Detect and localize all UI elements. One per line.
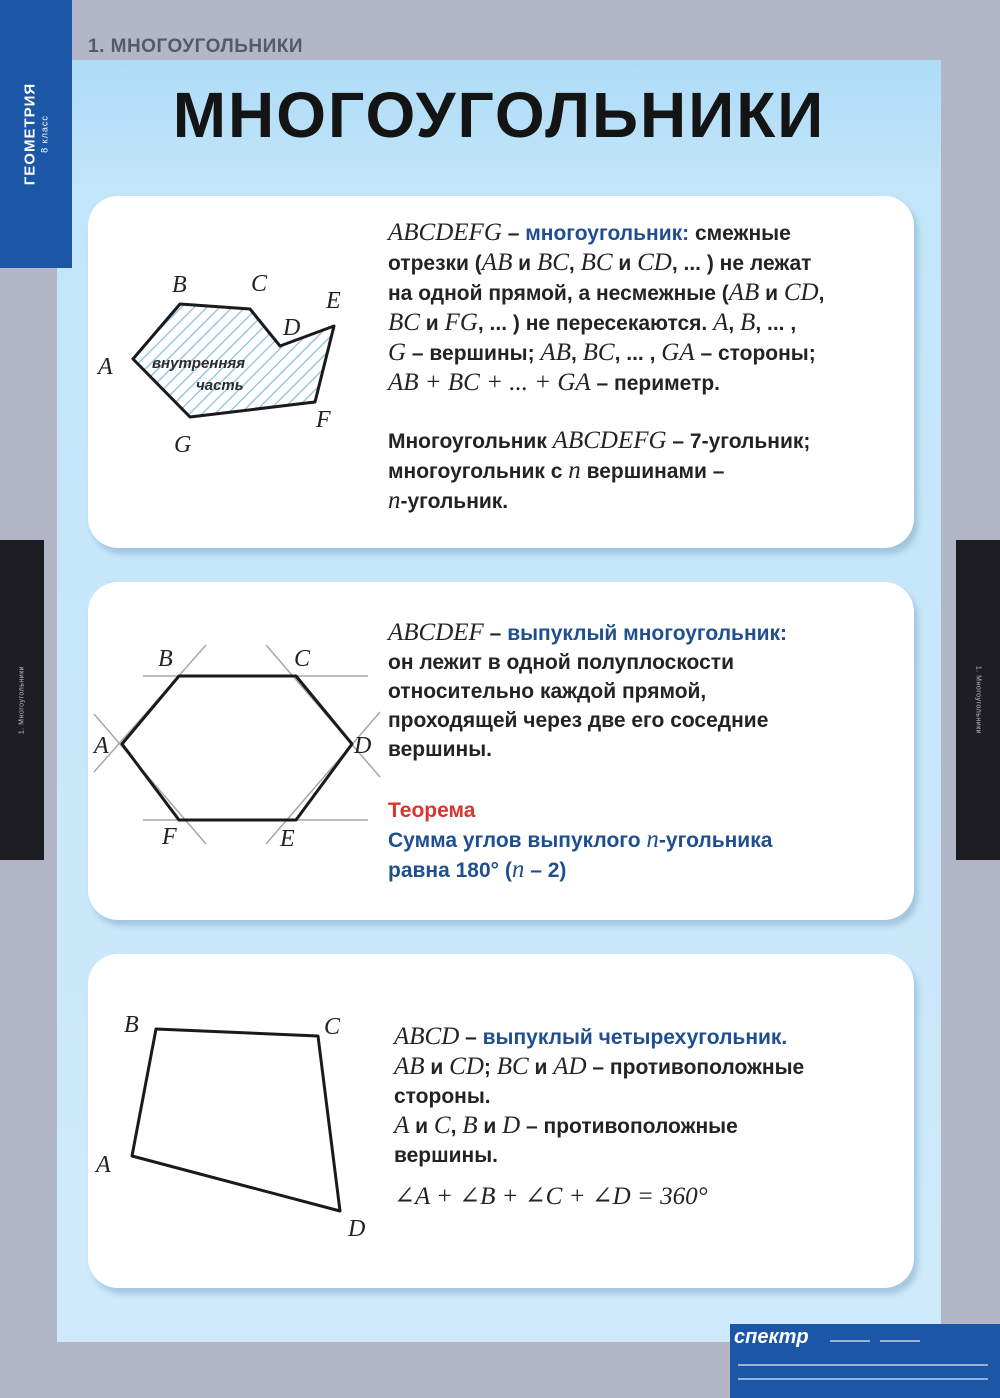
- math-run: A: [713, 309, 729, 336]
- text-run: ,: [818, 282, 825, 305]
- quadrilateral-diagram: [88, 954, 388, 1288]
- vertex-label-c: C: [251, 271, 268, 297]
- text-run: равна 180° (: [388, 859, 512, 882]
- math-run: G: [388, 339, 407, 366]
- text-run: – 7-угольник;: [666, 430, 811, 453]
- publisher-name: спектр: [734, 1326, 809, 1348]
- dash: –: [483, 622, 508, 645]
- math-run: BC: [582, 339, 615, 366]
- text-line: проходящей через две его соседние: [388, 709, 769, 732]
- hexagon-diagram: [88, 582, 388, 920]
- section-header: 1. МНОГОУГОЛЬНИКИ: [88, 36, 304, 57]
- text-line: относительно каждой прямой,: [388, 680, 707, 703]
- polygon-name: ABCDEFG: [388, 219, 502, 246]
- math-run: AB: [481, 249, 513, 276]
- vertex-label-e: E: [280, 826, 295, 852]
- vertex-label-b: B: [158, 646, 173, 672]
- math-run: AB: [540, 339, 571, 366]
- text-line: вершины.: [388, 738, 493, 761]
- text-run: ,: [450, 1115, 463, 1138]
- text-run: ,: [568, 252, 581, 275]
- quadrilateral-name: ABCD: [394, 1023, 460, 1050]
- text-run: – противоположные: [520, 1115, 738, 1138]
- text-run: Многоугольник: [388, 430, 553, 453]
- math-run: C: [433, 1112, 451, 1139]
- text-run: смежные: [689, 222, 791, 245]
- perimeter-formula: AB + BC + ... + GA: [388, 369, 591, 396]
- text-run: и: [612, 252, 638, 275]
- math-run: n: [646, 826, 659, 853]
- vertex-label-d: D: [283, 315, 301, 341]
- vertex-label-b: B: [172, 272, 187, 298]
- math-run: BC: [580, 249, 613, 276]
- quadrilateral-shape: [132, 1029, 340, 1211]
- math-run: B: [462, 1112, 478, 1139]
- right-edge-label: 1. Многоугольники: [974, 665, 982, 735]
- page-title: МНОГОУГОЛЬНИКИ: [172, 79, 826, 151]
- math-run: GA: [661, 339, 695, 366]
- text-run: -угольника: [658, 829, 773, 852]
- text-run: и: [424, 1056, 450, 1079]
- text-run: , ... ) не лежат: [671, 252, 812, 275]
- math-run: D: [502, 1112, 521, 1139]
- convex-definition-text: [388, 618, 908, 764]
- math-run: CD: [637, 249, 672, 276]
- left-edge-tab: [0, 540, 44, 860]
- math-run: BC: [388, 309, 420, 336]
- math-run: B: [740, 309, 756, 336]
- left-edge-label: 1. Многоугольники: [18, 665, 26, 735]
- text-run: , ... ,: [614, 342, 662, 365]
- text-run: вершинами –: [580, 460, 725, 483]
- logo-decor: [880, 1340, 920, 1342]
- vertex-label-d: D: [348, 1216, 366, 1242]
- text-run: и: [409, 1115, 434, 1138]
- theorem-block: [388, 796, 908, 885]
- text-run: и: [759, 282, 784, 305]
- quadrilateral-card: [88, 954, 914, 1288]
- math-run: AB: [728, 279, 760, 306]
- vertex-label-b: B: [124, 1012, 139, 1038]
- logo-decor: [738, 1378, 988, 1380]
- text-run: и: [477, 1115, 503, 1138]
- math-run: AB: [394, 1053, 425, 1080]
- text-line: стороны.: [394, 1085, 491, 1108]
- vertex-label-e: E: [326, 288, 341, 314]
- logo-decor: [738, 1364, 988, 1366]
- polygon-definition-card: [88, 196, 914, 548]
- math-run: CD: [449, 1053, 484, 1080]
- math-run: n: [511, 856, 525, 883]
- text-run: ,: [728, 312, 741, 335]
- text-run: и: [528, 1056, 554, 1079]
- vertex-label-c: C: [324, 1014, 341, 1040]
- angle-sum-formula: ∠A + ∠B + ∠C + ∠D = 360°: [394, 1183, 708, 1210]
- dash: –: [501, 222, 526, 245]
- math-run: BC: [536, 249, 569, 276]
- vertex-label-c: C: [294, 646, 311, 672]
- text-run: – противоположные: [586, 1056, 805, 1079]
- n-gon-text: [388, 426, 908, 516]
- math-run: CD: [783, 279, 819, 306]
- grade-label: 8 класс: [39, 115, 50, 153]
- vertex-label-d: D: [354, 733, 372, 759]
- quadrilateral-text: [394, 1022, 904, 1212]
- text-run: ,: [570, 342, 583, 365]
- quadrilateral-term: выпуклый четырехугольник.: [482, 1026, 788, 1049]
- convex-polygon-card: [88, 582, 914, 920]
- dash: –: [459, 1026, 483, 1049]
- math-run: n: [388, 487, 401, 514]
- text-run: , ... ) не пересекаются.: [477, 312, 714, 335]
- math-run: ABCDEFG: [552, 427, 667, 454]
- logo-decor: [830, 1340, 870, 1342]
- vertex-label-f: F: [162, 824, 177, 850]
- interior-label-2: часть: [196, 377, 244, 394]
- subject-label: ГЕОМЕТРИЯ: [21, 82, 39, 186]
- text-line: он лежит в одной полуплоскости: [388, 651, 734, 674]
- text-run: – вершины;: [406, 342, 541, 365]
- vertex-label-a: A: [98, 354, 113, 380]
- right-edge-tab: [956, 540, 1000, 860]
- vertex-label-a: A: [96, 1152, 111, 1178]
- text-run: многоугольник с: [388, 460, 569, 483]
- theorem-label: Теорема: [388, 799, 476, 822]
- math-run: A: [394, 1112, 410, 1139]
- text-run: – 2): [524, 859, 567, 882]
- text-line: вершины.: [394, 1144, 499, 1167]
- text-run: – периметр.: [590, 372, 721, 395]
- publisher-logo: [730, 1324, 1000, 1398]
- text-run: на одной прямой, а несмежные (: [388, 282, 729, 305]
- polygon-name: ABCDEF: [388, 619, 484, 646]
- interior-label-1: внутренняя: [152, 355, 246, 372]
- math-run: AD: [553, 1053, 587, 1080]
- vertex-label-a: A: [94, 733, 109, 759]
- math-run: FG: [444, 309, 478, 336]
- hexagon-shape: [122, 676, 352, 820]
- text-run: , ... ,: [755, 312, 797, 335]
- polygon-term: многоугольник:: [525, 222, 690, 245]
- vertex-label-g: G: [174, 432, 192, 458]
- text-run: отрезки (: [388, 252, 482, 275]
- heptagon-diagram: [88, 196, 388, 548]
- math-run: BC: [496, 1053, 529, 1080]
- polygon-definition-text: [388, 218, 908, 398]
- text-run: -угольник.: [400, 490, 509, 513]
- text-run: и: [512, 252, 537, 275]
- text-run: – стороны;: [694, 342, 816, 365]
- text-run: ;: [483, 1056, 497, 1079]
- math-run: n: [568, 457, 581, 484]
- vertex-label-f: F: [316, 407, 331, 433]
- text-run: Сумма углов выпуклого: [388, 829, 647, 852]
- convex-term: выпуклый многоугольник:: [507, 622, 788, 645]
- text-run: и: [419, 312, 445, 335]
